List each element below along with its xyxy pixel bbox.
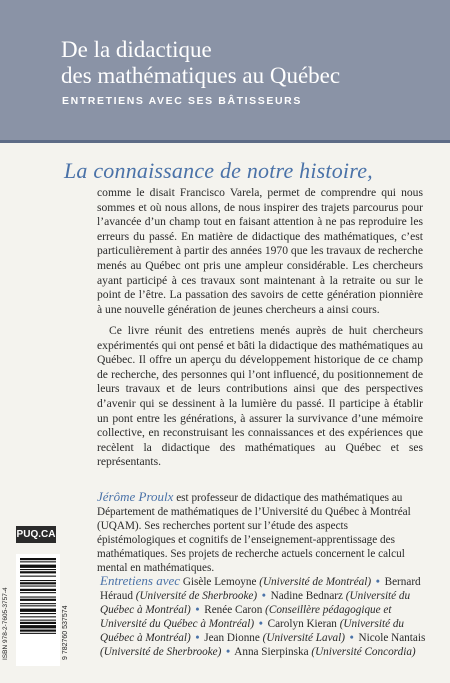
barcode-bar: [20, 558, 56, 560]
list-separator: •: [258, 618, 263, 630]
barcode: [16, 554, 60, 666]
interviewee-affiliation: (Université Concordia): [311, 646, 416, 658]
book-subtitle: ENTRETIENS AVEC SES BÂTISSEURS: [62, 95, 302, 107]
barcode-bar: [20, 630, 56, 632]
author-bio: [97, 490, 423, 575]
list-separator: •: [375, 576, 380, 588]
list-separator: •: [195, 632, 200, 644]
barcode-bar: [20, 561, 56, 562]
interviewee-affiliation: (Université de Montréal): [259, 576, 372, 588]
paragraph-2: Ce livre réunit des entretiens menés auprès de huit chercheurs expérimentés qui ont pensé et bâti la didactique des mathématiques au Québec. Il offre un aperçu du développement historique de ce champ de recherche, des personnes qui l’ont influencé, du positionnement de leurs travaux et de leurs contributions ainsi que des perspectives d’avenir qui se dessinent à la lumière du passé. Il participe à établir un pont entre les générations, à assurer la survivance d’une mémoire collective, en reconstruisant les connaissances et des expériences que recèlent la didactique des mathématiques au Québec et ses représentants.: [97, 324, 423, 469]
barcode-bar: [20, 616, 56, 617]
barcode-bar: [20, 633, 56, 634]
interviewee-name: Renée Caron: [204, 604, 263, 616]
paragraph-1: comme le disait Francisco Varela, permet de comprendre qui nous sommes et où nous allons, de nous inspirer des trajets parcourus pour l’avancée d’un champ tout en faisant attention à ne pas reproduire les erreurs du passé. En matière de didactique des mathématiques, c’est particulièrement à partir des années 1970 que les travaux de recherche menés au Québec ont pris une ampleur considérable. Les chercheurs ayant participé à ces travaux sont maintenant à la retraite ou sur le point de l’être. La passation des savoirs de cette génération pionnière à une nouvelle génération de jeunes chercheurs a ainsi cours.: [97, 186, 423, 316]
interviewee-name: Gisèle Lemoyne: [182, 576, 257, 588]
barcode-bar: [20, 571, 56, 573]
list-separator: •: [226, 646, 231, 658]
isbn-text: ISBN 978-2-7605-3757-4: [2, 587, 9, 660]
barcode-bar: [20, 625, 56, 628]
barcode-bar: [20, 613, 56, 614]
barcode-bar: [20, 592, 56, 593]
interviewee-name: Carolyn Kieran: [267, 618, 337, 630]
barcode-bars: [16, 554, 60, 666]
lead-sentence: La connaissance de notre histoire,: [64, 158, 373, 183]
interviewee-affiliation: (Conseillère pédagogique et Université du Québec à Montréal): [100, 604, 392, 630]
interviewee-affiliation: (Université de Sherbrooke): [135, 590, 258, 602]
barcode-bar: [20, 580, 56, 581]
barcode-bar: [20, 622, 56, 624]
title-line-1: De la didactique: [61, 37, 212, 62]
barcode-bar: [20, 565, 56, 568]
interviewee-name: Jean Dionne: [204, 632, 260, 644]
cover-header: [0, 0, 450, 143]
interviewee-affiliation: (Université de Sherbrooke): [100, 646, 222, 658]
interviewee-affiliation: (Université du Québec à Montréal): [100, 590, 411, 616]
barcode-bar: [20, 603, 56, 604]
author-name: Jérôme Proulx: [97, 489, 174, 504]
barcode-bar: [20, 586, 56, 587]
interviewees-label: Entretiens avec: [100, 573, 181, 588]
list-separator: •: [195, 604, 200, 616]
interviewee-name: Nicole Nantais: [358, 632, 426, 644]
barcode-bar: [20, 605, 56, 606]
barcode-bar: [20, 597, 56, 598]
barcode-bar: [20, 569, 56, 570]
barcode-bar: [20, 582, 56, 584]
interviewees-list: [100, 574, 426, 659]
barcode-bar: [20, 620, 56, 621]
barcode-bar: [20, 599, 56, 601]
list-separator: •: [261, 590, 266, 602]
author-bio-text: est professeur de didactique des mathématiques au Département de mathématiques de l’Université du Québec à Montréal (UQAM). Ses recherches portent sur l’étude des aspects épistémologiques et cognitifs de l’enseignement-apprentissage des mathématiques. Ses projets de recherche actuels concernent le calcul mental en mathématiques.: [97, 492, 411, 574]
interviewee-name: Anna Sierpinska: [234, 646, 309, 658]
interviewee-name: Nadine Bednarz: [270, 590, 343, 602]
interviewee-affiliation: (Université Laval): [262, 632, 345, 644]
barcode-bar: [20, 589, 56, 591]
book-title: [61, 37, 431, 89]
barcode-number: 9 782760 537574: [62, 605, 69, 660]
list-separator: •: [349, 632, 354, 644]
barcode-bar: [20, 576, 56, 577]
interviewee-name: Bernard Héraud: [100, 576, 421, 602]
title-line-2: des mathématiques au Québec: [61, 63, 341, 88]
publisher-badge: PUQ.CA: [16, 526, 56, 543]
barcode-bar: [20, 609, 56, 612]
interviewee-affiliation: (Université du Québec à Montréal): [100, 618, 405, 644]
